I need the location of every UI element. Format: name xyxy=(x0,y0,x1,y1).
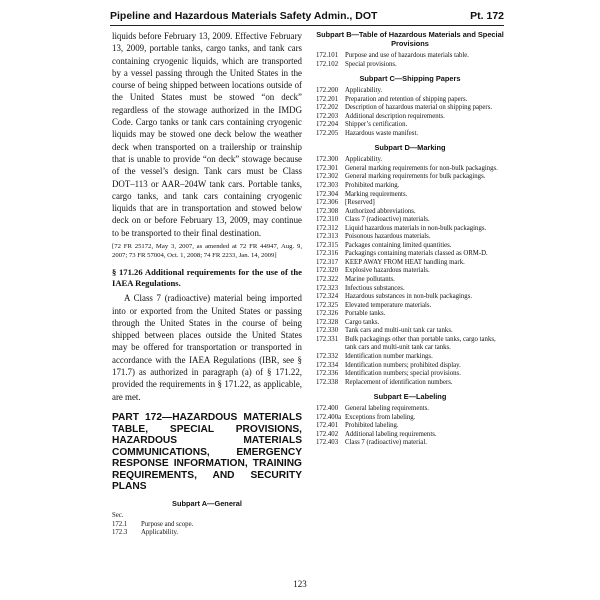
toc-entry xyxy=(316,87,504,96)
toc-entry xyxy=(316,199,504,208)
toc-entry xyxy=(316,242,504,251)
toc-entry-title: KEEP AWAY FROM HEAT handling mark. xyxy=(345,258,465,266)
toc-entry-title: Identification numbers; prohibited display. xyxy=(345,361,461,369)
running-header-part: Pt. 172 xyxy=(470,10,504,22)
toc-entry-number: 172.316 xyxy=(316,250,339,258)
toc-entry xyxy=(316,121,504,130)
toc-entry xyxy=(316,173,504,182)
toc-entry xyxy=(316,327,504,336)
toc-entry-title: Hazardous substances in non-bulk packagings. xyxy=(345,293,473,301)
sec-label: Sec. xyxy=(112,512,124,520)
section-paragraph: A Class 7 (radioactive) material being imported into or exported from the United States or passing through the United States in the course of being shipped between places outside the United States may be offered for transportation or transported in accordance with the IAEA Regulations (IBR, see § 171.7) as authorized in paragraph (a) of § 171.22, provided the requirements in § 171.22, as applicable, are met. xyxy=(112,293,302,402)
subpart-heading: Subpart E—Labeling xyxy=(373,392,447,402)
toc-entry-title: Applicability. xyxy=(345,156,383,164)
subpart-heading: Subpart C—Shipping Papers xyxy=(359,74,461,84)
toc-entry-number: 172.326 xyxy=(316,310,339,318)
toc-entry-number: 172.300 xyxy=(316,156,339,164)
toc-entry-number: 172.310 xyxy=(316,216,339,224)
toc-entry-number: 172.403 xyxy=(316,439,339,447)
left-column xyxy=(112,30,302,538)
toc-entry-title: Marking requirements. xyxy=(345,190,408,198)
page-number: 123 xyxy=(293,579,307,589)
toc-entry xyxy=(316,130,504,139)
toc-entry-number: 172.330 xyxy=(316,327,339,335)
toc-entry-title: Replacement of identification numbers. xyxy=(345,378,453,386)
toc-entry-number: 172.3 xyxy=(112,529,128,537)
toc-entry xyxy=(316,379,504,388)
toc-entry xyxy=(316,293,504,302)
toc-entry xyxy=(316,61,504,70)
amendment-citation: [72 FR 25172, May 3, 2007, as amended at 72 FR 44947, Aug. 9, 2007; 73 FR 57004, Oct. 1, 2008; 74 FR 2233, Jan. 14, 2009] xyxy=(112,243,302,260)
toc-list xyxy=(316,52,504,69)
toc-entry-number: 172.322 xyxy=(316,276,339,284)
toc-entry-title: Applicability. xyxy=(345,87,383,95)
toc-entry-number: 172.325 xyxy=(316,301,339,309)
toc-entry xyxy=(316,250,504,259)
continued-paragraph: liquids before February 13, 2009. Effective February 13, 2009, portable tanks, cargo tanks, and tank cars containing cryogenic liquids, which are transported by a vessel passing through the United States in the course of being shipped between locations outside of the United States must be stowed “on deck” regardless of the stowage authorized in the IMDG Code. Cargo tanks or tank cars containing cryogenic liquids may be stowed one deck below the weather deck when transported on a trailership or trainship that is unable to provide “on deck” stowage because of the vessel’s design. Tank cars must be Class DOT–113 or AAR–204W tank cars. Portable tanks, cargo tanks, and tank cars containing cryogenic liquids that are in transportation and stowed below deck on or before February 13, 2009, may continue to be transported to their final destination. xyxy=(112,31,302,238)
toc-entry-title: Special provisions. xyxy=(345,60,397,68)
toc-entry xyxy=(316,431,504,440)
toc-entry-title: General marking requirements for non-bulk packagings. xyxy=(345,164,498,172)
toc-entry xyxy=(316,165,504,174)
toc-entry-number: 172.306 xyxy=(316,199,339,207)
toc-entry xyxy=(316,259,504,268)
toc-entry-title: Class 7 (radioactive) material. xyxy=(345,439,427,447)
toc-entry-title: Poisonous hazardous materials. xyxy=(345,233,431,241)
toc-entry-title: Additional labeling requirements. xyxy=(345,430,437,438)
running-header-title: Pipeline and Hazardous Materials Safety Admin., DOT xyxy=(110,10,378,22)
toc-entry-number: 172.400a xyxy=(316,413,342,421)
toc-entry-title: Portable tanks. xyxy=(345,310,386,318)
toc-entry xyxy=(316,362,504,371)
toc-entry-number: 172.317 xyxy=(316,258,339,266)
toc-entry-title: Authorized abbreviations. xyxy=(345,207,416,215)
toc-entry-number: 172.204 xyxy=(316,121,339,129)
toc-entry xyxy=(316,422,504,431)
toc-entry-title: Packagings containing materials classed as ORM-D. xyxy=(345,250,488,258)
toc-entry-title: Hazardous waste manifest. xyxy=(345,129,419,137)
subpart-heading: Subpart B—Table of Hazardous Materials and Special Provisions xyxy=(316,30,504,48)
toc-entry xyxy=(316,104,504,113)
toc-entry-title: Preparation and retention of shipping papers. xyxy=(345,95,468,103)
toc-entry-title: Identification number markings. xyxy=(345,352,433,360)
toc-entry-title: General marking requirements for bulk packagings. xyxy=(345,173,486,181)
toc-entry-title: Marine pollutants. xyxy=(345,276,395,284)
toc-entry-title: Infectious substances. xyxy=(345,284,405,292)
toc-entry-title: Additional description requirements. xyxy=(345,112,445,120)
toc-list xyxy=(112,521,302,538)
toc-entry-title: Applicability. xyxy=(141,529,179,537)
toc-entry xyxy=(316,208,504,217)
toc-entry-number: 172.401 xyxy=(316,422,339,430)
toc-entry-number: 172.200 xyxy=(316,87,339,95)
toc-entry xyxy=(316,225,504,234)
toc-entry xyxy=(316,439,504,448)
toc-entry-number: 172.320 xyxy=(316,267,339,275)
toc-entry-number: 172.336 xyxy=(316,370,339,378)
toc-entry-number: 172.402 xyxy=(316,430,339,438)
toc-entry xyxy=(316,182,504,191)
toc-entry-number: 172.101 xyxy=(316,52,339,59)
toc-entry xyxy=(112,529,302,538)
toc-entry-title: Exceptions from labeling. xyxy=(345,413,416,421)
toc-entry-title: Purpose and use of hazardous materials table. xyxy=(345,52,470,59)
toc-entry-number: 172.312 xyxy=(316,224,339,232)
toc-entry xyxy=(316,310,504,319)
running-header xyxy=(110,10,504,26)
toc-entry-number: 172.400 xyxy=(316,405,339,413)
toc-entry-number: 172.1 xyxy=(112,520,128,528)
toc-entry-title: Prohibited marking. xyxy=(345,182,400,190)
toc-entry xyxy=(316,302,504,311)
toc-entry xyxy=(316,233,504,242)
toc-entry-number: 172.332 xyxy=(316,352,339,360)
subpart-heading: Subpart D—Marking xyxy=(374,143,446,153)
toc-entry-number: 172.328 xyxy=(316,318,339,326)
toc-entry-title: Tank cars and multi-unit tank car tanks. xyxy=(345,327,453,335)
toc-entry-number: 172.334 xyxy=(316,361,339,369)
toc-entry-number: 172.331 xyxy=(316,335,339,343)
toc-entry-title: Liquid hazardous materials in non-bulk packagings. xyxy=(345,224,487,232)
part-heading: PART 172—HAZARDOUS MATERIALS TABLE, SPECIAL PROVISIONS, HAZARDOUS MATERIALS COMMUNICATIONS, EMERGENCY RESPONSE INFORMATION, TRAINING REQUIREMENTS, AND SECURITY PLANS xyxy=(112,411,302,493)
subpart-heading: Subpart A—General xyxy=(172,499,242,509)
toc-entry xyxy=(316,405,504,414)
toc-entry-number: 172.324 xyxy=(316,293,339,301)
toc-entry-title: General labeling requirements. xyxy=(345,405,429,413)
toc-entry xyxy=(316,276,504,285)
toc-entry-number: 172.308 xyxy=(316,207,339,215)
toc-entry-title: Class 7 (radioactive) materials. xyxy=(345,216,430,224)
toc-entry-number: 172.304 xyxy=(316,190,339,198)
section-heading: § 171.26 Additional requirements for the use of the IAEA Regulations. xyxy=(112,267,302,289)
toc-list xyxy=(316,156,504,387)
toc-entry-title: Identification numbers; special provisions. xyxy=(345,370,461,378)
toc-entry-number: 172.202 xyxy=(316,104,339,112)
toc-entry xyxy=(316,319,504,328)
toc-entry xyxy=(316,216,504,225)
toc-entry-title: Bulk packagings other than portable tanks, cargo tanks, tank cars and multi-unit tank car tanks. xyxy=(345,335,496,352)
toc-entry-number: 172.315 xyxy=(316,241,339,249)
toc-entry xyxy=(316,156,504,165)
toc-entry xyxy=(316,267,504,276)
toc-entry xyxy=(316,370,504,379)
toc-entry-number: 172.203 xyxy=(316,112,339,120)
toc-list xyxy=(316,405,504,448)
toc-entry xyxy=(316,96,504,105)
toc-entry-title: Purpose and scope. xyxy=(141,520,194,528)
toc-entry xyxy=(316,414,504,423)
toc-entry-number: 172.201 xyxy=(316,95,339,103)
toc-entry xyxy=(316,336,504,353)
toc-entry-title: Description of hazardous material on shipping papers. xyxy=(345,104,493,112)
toc-entry-number: 172.205 xyxy=(316,129,339,137)
toc-entry-number: 172.303 xyxy=(316,182,339,190)
toc-entry xyxy=(316,285,504,294)
toc-entry-number: 172.102 xyxy=(316,60,339,68)
toc-entry-number: 172.302 xyxy=(316,173,339,181)
toc-entry xyxy=(316,191,504,200)
toc-entry-title: Packages containing limited quantities. xyxy=(345,241,452,249)
toc-entry-title: Shipper’s certification. xyxy=(345,121,408,129)
toc-entry-title: Prohibited labeling. xyxy=(345,422,399,430)
toc-entry-title: Explosive hazardous materials. xyxy=(345,267,430,275)
toc-entry xyxy=(112,521,302,530)
toc-entry-title: Cargo tanks. xyxy=(345,318,380,326)
toc-entry xyxy=(316,113,504,122)
right-column xyxy=(316,30,504,448)
toc-entry-title: [Reserved] xyxy=(345,199,375,207)
toc-entry-number: 172.323 xyxy=(316,284,339,292)
header-rule xyxy=(110,25,504,26)
toc-entry xyxy=(316,353,504,362)
toc-entry-number: 172.313 xyxy=(316,233,339,241)
toc-entry-number: 172.301 xyxy=(316,164,339,172)
toc-entry-number: 172.338 xyxy=(316,378,339,386)
toc-list xyxy=(316,87,504,138)
toc-entry-title: Elevated temperature materials. xyxy=(345,301,432,309)
toc-entry xyxy=(316,52,504,61)
